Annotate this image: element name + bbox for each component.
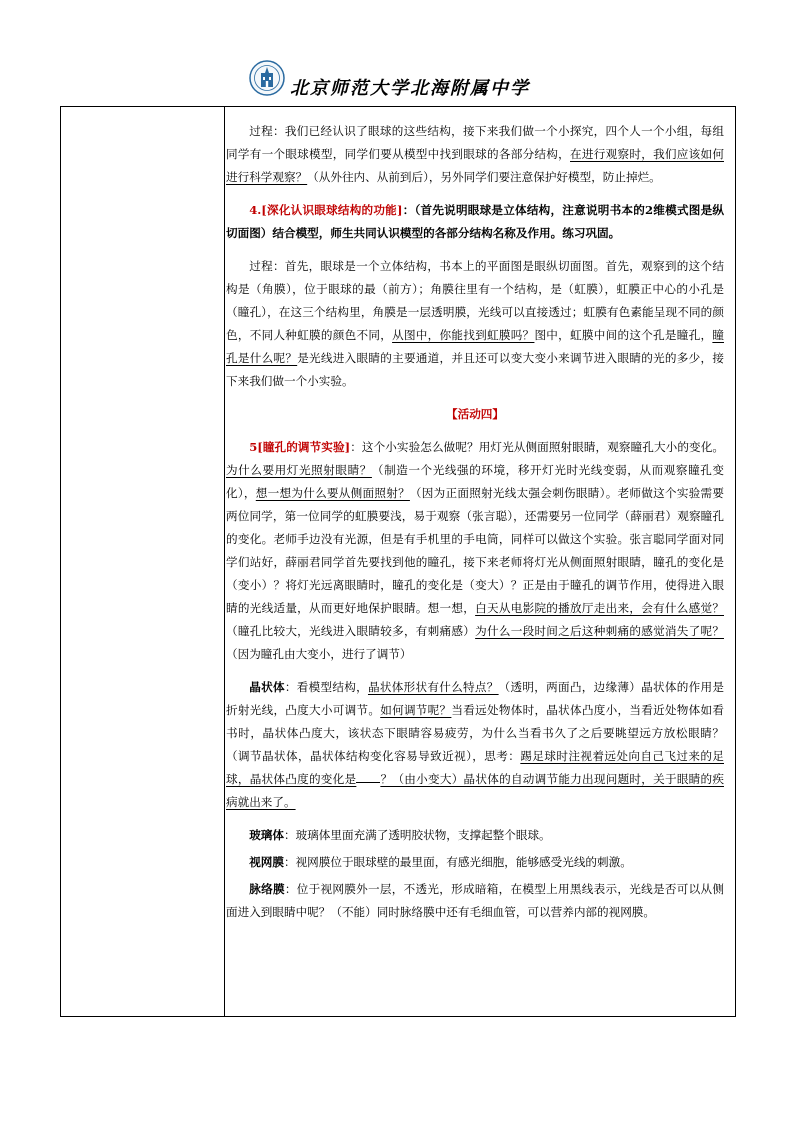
paragraph-vitreous: 玻璃体：玻璃体里面充满了透明胶状物，支撑起整个眼球。 [249, 828, 551, 842]
page-header [0, 56, 794, 106]
paragraph-step-5: 5[瞳孔的调节实验]：这个小实验怎么做呢？用灯光从侧面照射眼睛，观察瞳孔大小的变化。为什么要用灯光照射眼睛？（制造一个光线强的环境，移开灯光时光线变弱，从而观察瞳孔变化），想一想为什么要从侧面照射？（因为正面照射光线太强会刺伤眼睛）。老师做这个实验需要两位同学，第一位同学的虹膜要浅，易于观察（张言聪），还需要另一位同学（薛丽君）观察瞳孔的变化。老师手边没有光源，但是有手机里的手电筒，同样可以做这个实验。张言聪同学面对同学们站好，薛丽君同学首先要找到他的瞳孔，接下来老师将灯光从侧面照射眼睛，瞳孔的变化是（变小）？将灯光远离眼睛时，瞳孔的变化是（变大）？正是由于瞳孔的调节作用，使得进入眼睛的光线适量，从而更好地保护眼睛。想一想，白天从电影院的播放厅走出来，会有什么感觉？（瞳孔比较大，光线进入眼睛较多，有刺痛感）为什么一段时间之后这种刺痛的感觉消失了呢？（因为瞳孔由大变小，进行了调节） [226, 440, 724, 661]
activity-title: 【活动四】 [446, 407, 504, 421]
paragraph-retina: 视网膜：视网膜位于眼球壁的最里面，有感光细胞，能够感受光线的刺激。 [249, 855, 632, 869]
school-seal-icon [249, 60, 285, 96]
blank-gap [356, 770, 380, 783]
paragraph-choroid: 脉络膜：位于视网膜外一层，不透光，形成暗箱，在模型上用黑线表示，光线是否可以从侧面进入到眼睛中呢？（不能）同时脉络膜中还有毛细血管，可以营养内部的视网膜。 [226, 882, 724, 919]
paragraph-lens: 晶状体：看模型结构，晶状体形状有什么特点？（透明，两面凸，边缘薄）晶状体的作用是折射光线，凸度大小可调节。如何调节呢？当看远处物体时，晶状体凸度小，当看近处物体如看书时，晶状体凸度大，该状态下眼睛容易疲劳，为什么当看书久了之后要眺望远方放松眼睛？（调节晶状体，晶状体结构变化容易导致近视），思考：踢足球时注视着远处向自己飞过来的足球，晶状体凸度的变化是 ？（由小变大）晶状体的自动调节能力出现问题时，关于眼睛的疾病就出来了。 [226, 680, 724, 809]
paragraph-process-1: 过程：我们已经认识了眼球的这些结构，接下来我们做一个小探究，四个人一个小组，每组同学有一个眼球模型，同学们要从模型中找到眼球的各部分结构，在进行观察时，我们应该如何进行科学观察？（从外往内、从前到后），另外同学们要注意保护好模型，防止掉烂。 [226, 124, 724, 184]
school-name: 北京师范大学北海附属中学 [290, 78, 530, 99]
paragraph-step-4: 4.[深化认识眼球结构的功能]：（首先说明眼球是立体结构，注意说明书本的2维模式图是纵切面图）结合模型，师生共同认识模型的各部分结构名称及作用。练习巩固。 [226, 203, 724, 240]
paragraph-process-2: 过程：首先，眼球是一个立体结构，书本上的平面图是眼纵切面图。首先，观察到的这个结构是（角膜），位于眼球的最（前方）；角膜往里有一个结构，是（虹膜），虹膜正中心的小孔是（瞳孔），在这三个结构里，角膜是一层透明膜，光线可以直接透过；虹膜有色素能呈现不同的颜色，不同人种虹膜的颜色不同，从图中，你能找到虹膜吗？图中，虹膜中间的这个孔是瞳孔，瞳孔是什么呢？是光线进入眼睛的主要通道，并且还可以变大变小来调节进入眼睛的光的多少，接下来我们做一个小实验。 [226, 259, 724, 388]
lesson-content [226, 120, 724, 928]
table-column-divider [224, 107, 225, 1016]
